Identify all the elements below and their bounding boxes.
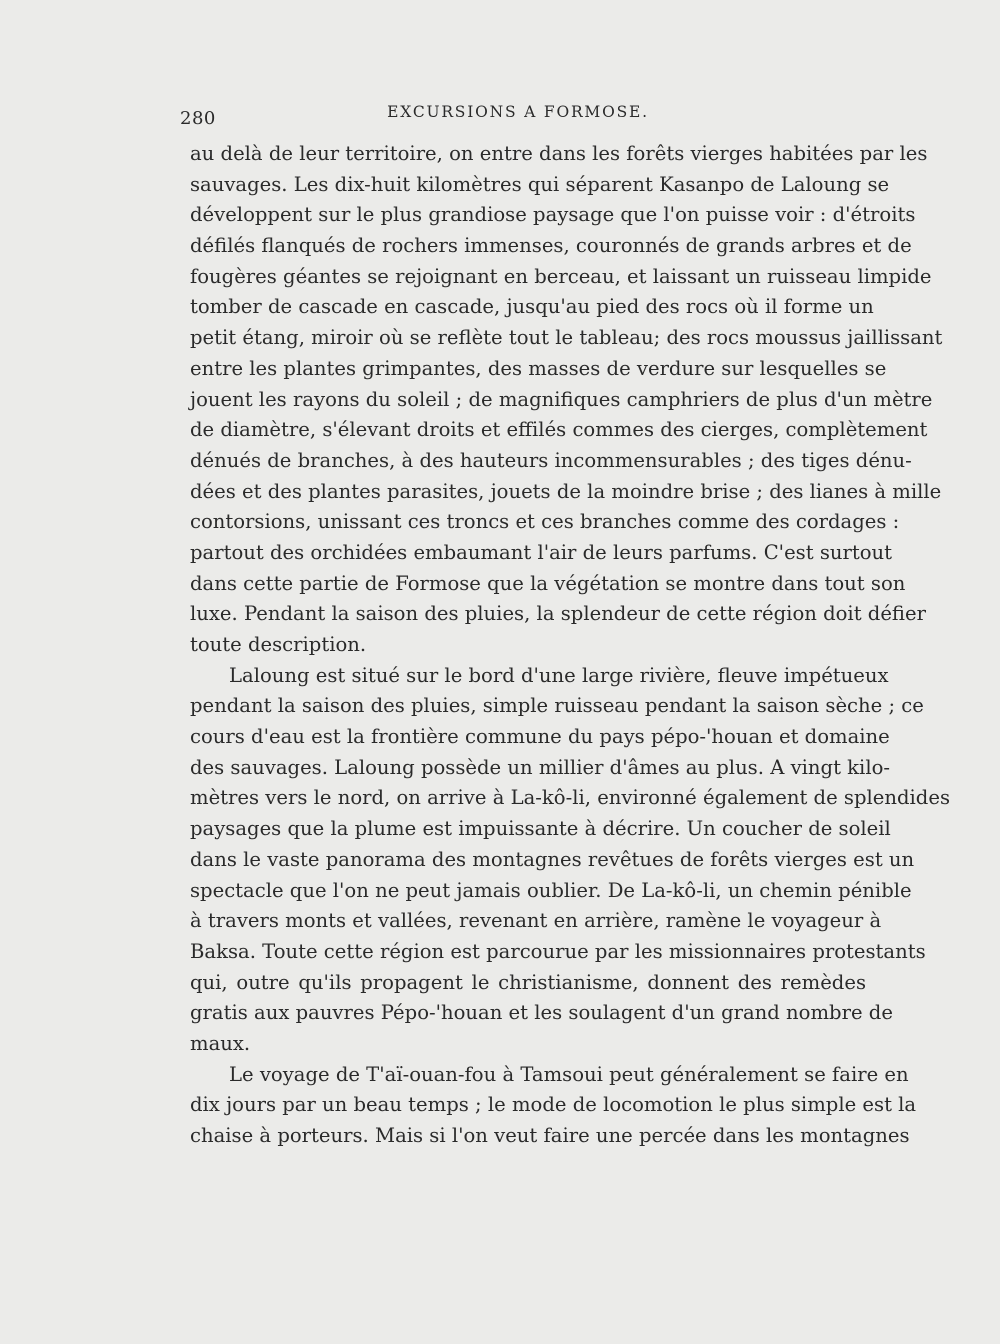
text-line: contorsions, unissant ces troncs et ces branches comme des cordages : <box>190 510 900 534</box>
text-line: défilés flanqués de rochers immenses, couronnés de grands arbres et de <box>190 234 912 258</box>
text-line: pendant la saison des pluies, simple ruisseau pendant la saison sèche ; ce <box>190 694 924 718</box>
text-line: tomber de cascade en cascade, jusqu'au pied des rocs où il forme un <box>190 295 874 319</box>
text-line: jouent les rayons du soleil ; de magnifiques camphriers de plus d'un mètre <box>190 387 933 411</box>
running-title: EXCURSIONS A FORMOSE. <box>387 103 649 121</box>
text-line: à travers monts et vallées, revenant en arrière, ramène le voyageur à <box>190 909 882 933</box>
text-line: des sauvages. Laloung possède un millier d'âmes au plus. A vingt kilo- <box>190 755 890 779</box>
text-line: petit étang, miroir où se reflète tout le tableau; des rocs moussus jaillissant <box>190 326 943 350</box>
text-line: toute description. <box>190 633 367 656</box>
text-line: Laloung est situé sur le bord d'une large rivière, fleuve impétueux <box>229 663 889 687</box>
text-line: luxe. Pendant la saison des pluies, la splendeur de cette région doit défier <box>190 602 926 626</box>
text-line: dans le vaste panorama des montagnes revêtues de forêts vierges est un <box>190 847 915 871</box>
text-line: spectacle que l'on ne peut jamais oublier. De La-kô-li, un chemin pénible <box>190 878 912 902</box>
text-line: dans cette partie de Formose que la végétation se montre dans tout son <box>190 571 906 595</box>
text-line: dénués de branches, à des hauteurs incommensurables ; des tiges dénu- <box>190 448 912 472</box>
text-line: cours d'eau est la frontière commune du pays pépo-'houan et domaine <box>190 725 890 749</box>
paragraph <box>190 1060 917 1152</box>
text-line: Le voyage de T'aï-ouan-fou à Tamsoui peut généralement se faire en <box>229 1062 909 1086</box>
page-number: 280 <box>180 108 216 129</box>
text-line: sauvages. Les dix-huit kilomètres qui séparent Kasanpo de Laloung se <box>190 172 890 196</box>
text-line: entre les plantes grimpantes, des masses de verdure sur lesquelles se <box>190 356 887 380</box>
text-line: partout des orchidées embaumant l'air de leurs parfums. C'est surtout <box>190 540 893 564</box>
text-line: gratis aux pauvres Pépo-'houan et les soulagent d'un grand nombre de <box>190 1001 893 1025</box>
text-line: qui, outre qu'ils propagent le christianisme, donnent des remèdes <box>190 970 866 994</box>
text-line: chaise à porteurs. Mais si l'on veut faire une percée dans les montagnes <box>190 1124 910 1147</box>
text-line: au delà de leur territoire, on entre dans les forêts vierges habitées par les <box>190 142 928 165</box>
text-line: dix jours par un beau temps ; le mode de locomotion le plus simple est la <box>190 1093 917 1117</box>
body-text <box>190 139 951 1152</box>
text-line: maux. <box>190 1031 251 1055</box>
text-line: développent sur le plus grandiose paysage que l'on puisse voir : d'étroits <box>190 203 916 227</box>
paragraph <box>190 661 951 1060</box>
text-line: paysages que la plume est impuissante à décrire. Un coucher de soleil <box>190 817 891 841</box>
text-line: de diamètre, s'élevant droits et effilés commes des cierges, complètement <box>190 418 928 442</box>
text-line: mètres vers le nord, on arrive à La-kô-li, environné également de splendides <box>190 786 951 810</box>
text-line: dées et des plantes parasites, jouets de la moindre brise ; des lianes à mille <box>190 479 942 503</box>
paragraph <box>190 139 943 661</box>
text-line: fougères géantes se rejoignant en berceau, et laissant un ruisseau limpide <box>190 264 932 288</box>
text-line: Baksa. Toute cette région est parcourue par les missionnaires protestants <box>190 939 926 963</box>
